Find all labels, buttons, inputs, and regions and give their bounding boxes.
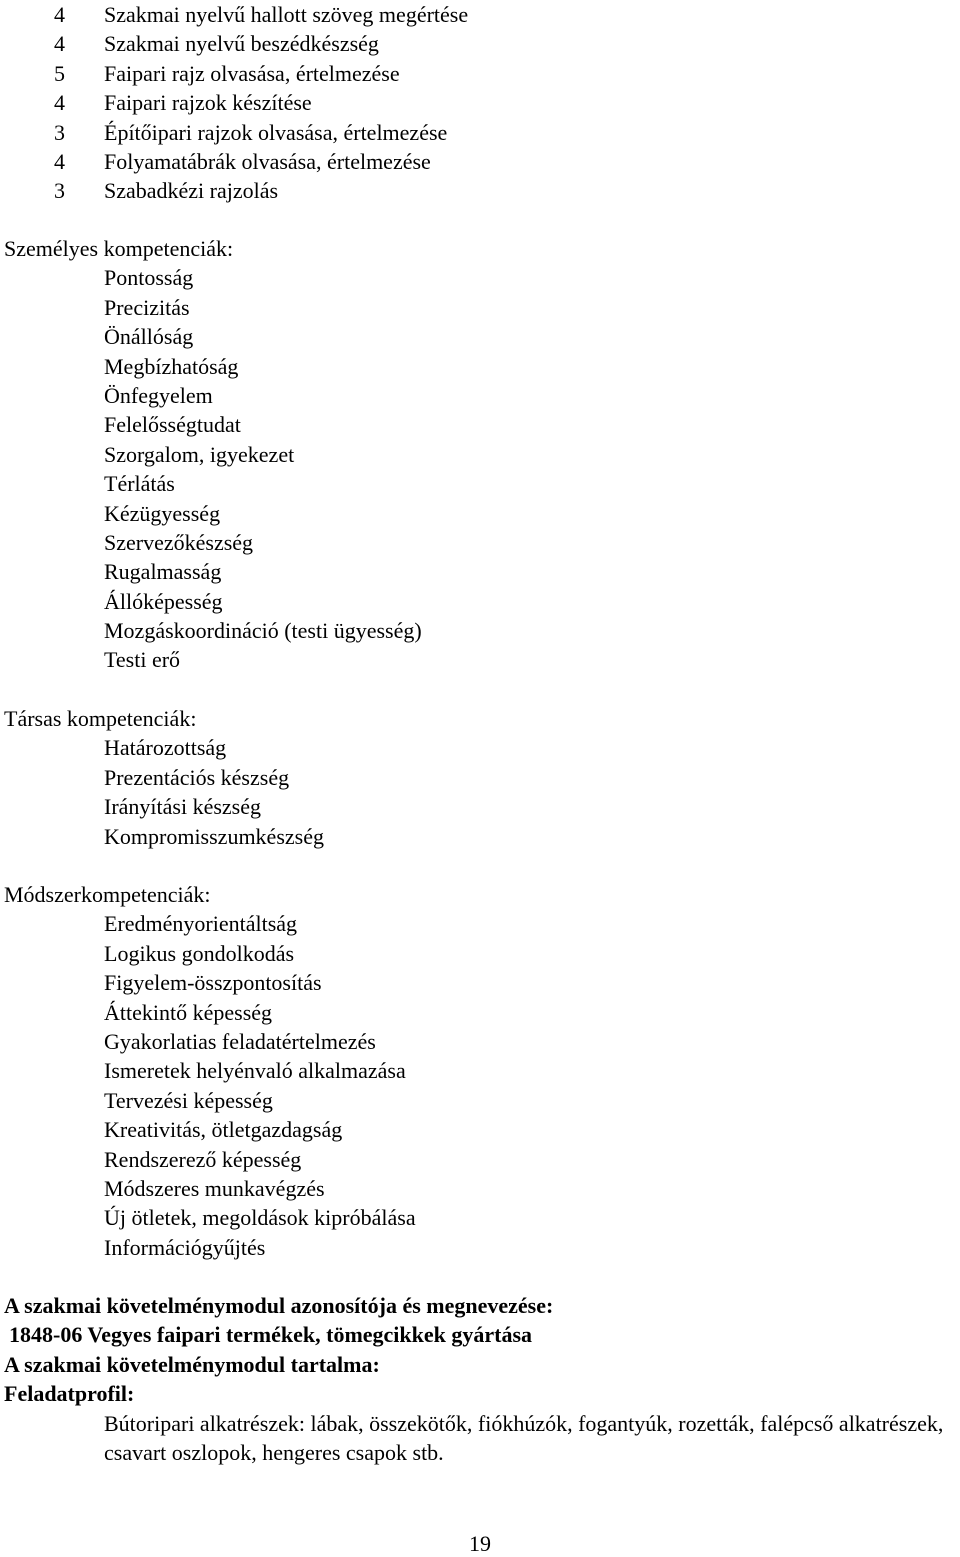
list-item: Állóképesség bbox=[104, 588, 223, 614]
list-item: Új ötletek, megoldások kipróbálása bbox=[104, 1205, 416, 1231]
skill-row bbox=[0, 88, 960, 117]
list-item: Kézügyesség bbox=[104, 500, 221, 526]
module-id-heading: A szakmai követelménymodul azonosítója és megnevezése: bbox=[4, 1293, 554, 1318]
list-item: Pontosság bbox=[104, 265, 194, 291]
skill-name: Szabadkézi rajzolás bbox=[104, 178, 279, 204]
skill-row bbox=[0, 29, 960, 58]
list-item: Önállóság bbox=[104, 324, 194, 350]
list-item: Gyakorlatias feladatértelmezés bbox=[104, 1028, 376, 1054]
list-item: Kompromisszumkészség bbox=[104, 823, 324, 849]
task-profile-text: Bútoripari alkatrészek: lábak, összekötők, fiókhúzók, fogantyúk, rozetták, falépcső alkatrészek, csavart oszlopok, hengeres csapok stb. bbox=[104, 1410, 944, 1465]
list-item: Irányítási készség bbox=[104, 794, 261, 820]
list-item: Eredményorientáltság bbox=[104, 911, 298, 937]
list-item: Testi erő bbox=[104, 647, 181, 673]
skill-level: 4 bbox=[54, 90, 65, 116]
section-heading: Személyes kompetenciák: bbox=[4, 236, 234, 261]
skill-row bbox=[0, 118, 960, 147]
list-item: Határozottság bbox=[104, 735, 227, 761]
list-item: Önfegyelem bbox=[104, 382, 213, 408]
skill-row bbox=[0, 147, 960, 176]
list-item: Felelősségtudat bbox=[104, 412, 241, 438]
skill-name: Szakmai nyelvű beszédkészség bbox=[104, 31, 379, 57]
section-heading: Módszerkompetenciák: bbox=[4, 882, 211, 907]
skill-name: Faipari rajzok készítése bbox=[104, 90, 312, 116]
list-item: Térlátás bbox=[104, 471, 175, 497]
skill-name: Szakmai nyelvű hallott szöveg megértése bbox=[104, 2, 469, 27]
list-item: Mozgáskoordináció (testi ügyesség) bbox=[104, 618, 422, 644]
list-item: Precizitás bbox=[104, 294, 190, 320]
skill-level: 3 bbox=[54, 119, 65, 145]
list-item: Rugalmasság bbox=[104, 559, 222, 585]
skill-row bbox=[0, 0, 960, 29]
section-heading: Társas kompetenciák: bbox=[4, 706, 197, 731]
skill-row bbox=[0, 176, 960, 205]
list-item: Áttekintő képesség bbox=[104, 999, 273, 1025]
skill-level: 5 bbox=[54, 60, 65, 86]
skill-level-list bbox=[0, 0, 960, 206]
method-competencies bbox=[0, 880, 960, 1262]
list-item: Tervezési képesség bbox=[104, 1087, 273, 1113]
skill-level: 3 bbox=[54, 178, 65, 204]
skill-level: 4 bbox=[54, 31, 65, 57]
skill-level: 4 bbox=[54, 148, 65, 174]
module-content-heading: A szakmai követelménymodul tartalma: bbox=[4, 1351, 380, 1377]
skill-level: 4 bbox=[54, 2, 65, 27]
list-item: Ismeretek helyénvaló alkalmazása bbox=[104, 1058, 406, 1084]
list-item: Szorgalom, igyekezet bbox=[104, 441, 295, 467]
list-item: Kreativitás, ötletgazdagság bbox=[104, 1117, 343, 1143]
list-item: Módszeres munkavégzés bbox=[104, 1175, 325, 1201]
task-profile-heading: Feladatprofil: bbox=[4, 1381, 135, 1407]
module-section bbox=[0, 1291, 960, 1467]
skill-name: Folyamatábrák olvasása, értelmezése bbox=[104, 148, 431, 174]
list-item: Rendszerező képesség bbox=[104, 1146, 302, 1172]
page-number: 19 bbox=[469, 1531, 491, 1556]
list-item: Logikus gondolkodás bbox=[104, 940, 295, 966]
list-item: Figyelem-összpontosítás bbox=[104, 970, 322, 996]
skill-name: Építőipari rajzok olvasása, értelmezése bbox=[104, 119, 448, 145]
skill-row bbox=[0, 59, 960, 88]
list-item: Prezentációs készség bbox=[104, 764, 290, 790]
personal-competencies bbox=[0, 234, 960, 675]
list-item: Információgyűjtés bbox=[104, 1234, 266, 1260]
social-competencies bbox=[0, 704, 960, 851]
module-id-line: 1848-06 Vegyes faipari termékek, tömegcikkek gyártása bbox=[9, 1322, 533, 1348]
list-item: Megbízhatóság bbox=[104, 353, 239, 379]
list-item: Szervezőkészség bbox=[104, 529, 254, 555]
skill-name: Faipari rajz olvasása, értelmezése bbox=[104, 60, 400, 86]
